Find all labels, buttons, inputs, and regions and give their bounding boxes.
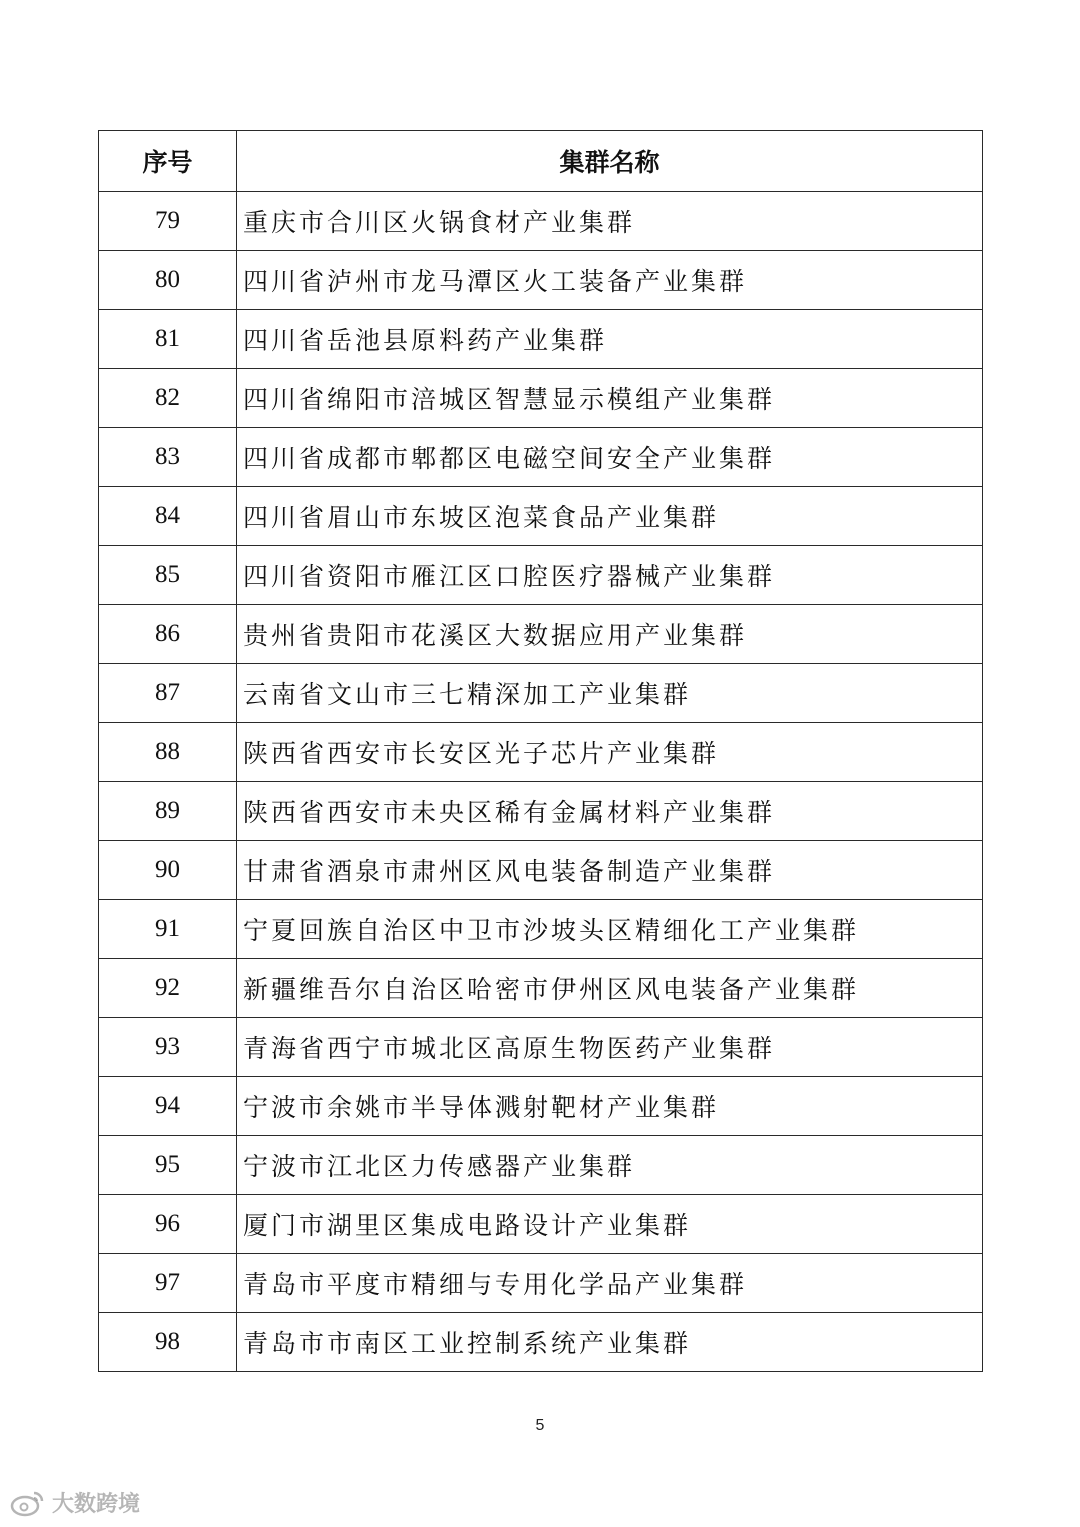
row-cluster-name: 青岛市平度市精细与专用化学品产业集群 — [237, 1254, 983, 1313]
row-cluster-name: 青岛市市南区工业控制系统产业集群 — [237, 1313, 983, 1372]
row-cluster-name: 陕西省西安市未央区稀有金属材料产业集群 — [237, 782, 983, 841]
table-row — [99, 428, 983, 487]
row-cluster-name: 四川省成都市郫都区电磁空间安全产业集群 — [237, 428, 983, 487]
table-row — [99, 841, 983, 900]
row-serial-number: 87 — [99, 664, 237, 723]
row-cluster-name: 四川省岳池县原料药产业集群 — [237, 310, 983, 369]
row-serial-number: 92 — [99, 959, 237, 1018]
watermark — [10, 1487, 140, 1518]
table-row — [99, 546, 983, 605]
table-row — [99, 487, 983, 546]
header-cluster-name: 集群名称 — [237, 131, 983, 192]
table-row — [99, 251, 983, 310]
row-serial-number: 93 — [99, 1018, 237, 1077]
row-serial-number: 90 — [99, 841, 237, 900]
row-serial-number: 97 — [99, 1254, 237, 1313]
row-cluster-name: 新疆维吾尔自治区哈密市伊州区风电装备产业集群 — [237, 959, 983, 1018]
table-row — [99, 900, 983, 959]
row-serial-number: 85 — [99, 546, 237, 605]
row-serial-number: 96 — [99, 1195, 237, 1254]
row-serial-number: 91 — [99, 900, 237, 959]
row-serial-number: 79 — [99, 192, 237, 251]
row-serial-number: 82 — [99, 369, 237, 428]
table-row — [99, 1195, 983, 1254]
row-cluster-name: 厦门市湖里区集成电路设计产业集群 — [237, 1195, 983, 1254]
cluster-table — [98, 130, 983, 1372]
table-row — [99, 1313, 983, 1372]
table-body — [99, 192, 983, 1372]
row-cluster-name: 甘肃省酒泉市肃州区风电装备制造产业集群 — [237, 841, 983, 900]
table-row — [99, 723, 983, 782]
page-number: 5 — [535, 1417, 545, 1434]
row-serial-number: 95 — [99, 1136, 237, 1195]
table-row — [99, 310, 983, 369]
table-row — [99, 959, 983, 1018]
cluster-table-container — [98, 130, 982, 1372]
row-cluster-name: 陕西省西安市长安区光子芯片产业集群 — [237, 723, 983, 782]
table-row — [99, 369, 983, 428]
row-cluster-name: 四川省资阳市雁江区口腔医疗器械产业集群 — [237, 546, 983, 605]
row-cluster-name: 宁波市余姚市半导体溅射靶材产业集群 — [237, 1077, 983, 1136]
table-row — [99, 605, 983, 664]
row-serial-number: 89 — [99, 782, 237, 841]
row-serial-number: 86 — [99, 605, 237, 664]
table-row — [99, 192, 983, 251]
weibo-logo-icon — [10, 1489, 46, 1517]
table-row — [99, 1254, 983, 1313]
row-cluster-name: 重庆市合川区火锅食材产业集群 — [237, 192, 983, 251]
row-cluster-name: 四川省泸州市龙马潭区火工装备产业集群 — [237, 251, 983, 310]
row-cluster-name: 四川省眉山市东坡区泡菜食品产业集群 — [237, 487, 983, 546]
row-serial-number: 80 — [99, 251, 237, 310]
row-cluster-name: 贵州省贵阳市花溪区大数据应用产业集群 — [237, 605, 983, 664]
row-serial-number: 81 — [99, 310, 237, 369]
row-cluster-name: 宁夏回族自治区中卫市沙坡头区精细化工产业集群 — [237, 900, 983, 959]
table-header-row — [99, 131, 983, 192]
row-serial-number: 98 — [99, 1313, 237, 1372]
table-row — [99, 664, 983, 723]
table-row — [99, 782, 983, 841]
row-cluster-name: 四川省绵阳市涪城区智慧显示模组产业集群 — [237, 369, 983, 428]
row-serial-number: 94 — [99, 1077, 237, 1136]
row-cluster-name: 青海省西宁市城北区高原生物医药产业集群 — [237, 1018, 983, 1077]
watermark-text: 大数跨境 — [52, 1492, 141, 1517]
table-row — [99, 1077, 983, 1136]
header-serial-number: 序号 — [99, 131, 237, 192]
table-row — [99, 1136, 983, 1195]
table-row — [99, 1018, 983, 1077]
row-cluster-name: 云南省文山市三七精深加工产业集群 — [237, 664, 983, 723]
row-cluster-name: 宁波市江北区力传感器产业集群 — [237, 1136, 983, 1195]
row-serial-number: 88 — [99, 723, 237, 782]
row-serial-number: 84 — [99, 487, 237, 546]
row-serial-number: 83 — [99, 428, 237, 487]
